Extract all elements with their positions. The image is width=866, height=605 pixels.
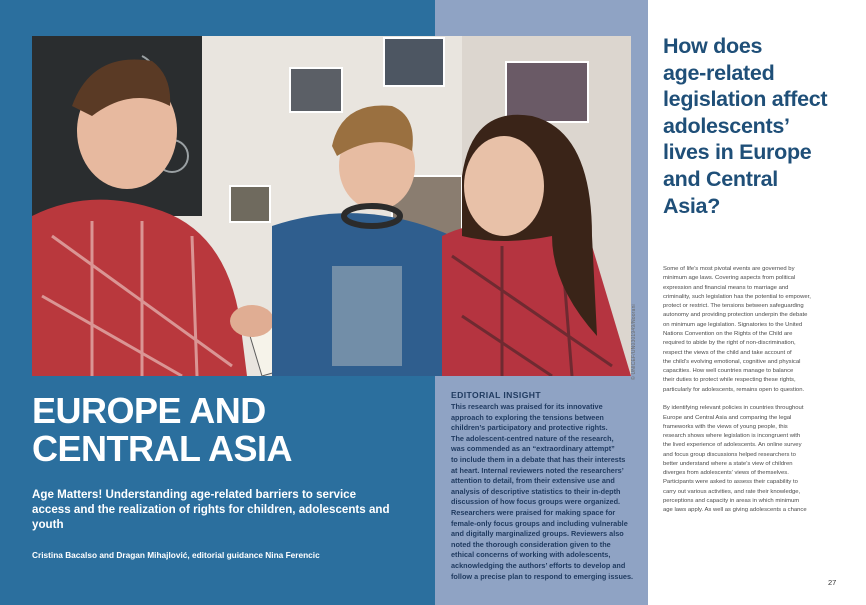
insight-line: and digitally marginalized groups. Reviewers also	[451, 529, 624, 539]
headline-line: adolescents’	[663, 113, 790, 138]
report-authors: Cristina Bacalso and Dragan Mihajlović, editorial guidance Nina Ferencic	[32, 550, 320, 560]
page-number: 27	[828, 578, 837, 587]
headline-line: age-related	[663, 60, 775, 85]
body-line: expression and financial means to marriage and	[663, 284, 789, 291]
article-headline	[663, 33, 858, 219]
region-title-line: CENTRAL ASIA	[32, 428, 293, 469]
body-line	[663, 395, 855, 404]
insight-line: to include them in a debate that has their interests	[451, 454, 626, 464]
body-line: Participants were asked to assess their capability to	[663, 479, 798, 486]
body-line: criminality, such legislation has the potential to empower,	[663, 293, 811, 300]
headline-line: and Central	[663, 166, 778, 191]
body-line: on minimum age legislation. Signatories to the United	[663, 321, 803, 328]
insight-line: acknowledging the authors’ efforts to develop and	[451, 560, 626, 570]
body-line: the child’s evolving emotional, cognitive and physical	[663, 358, 801, 365]
body-line: diverges from adolescents’ views of themselves.	[663, 470, 789, 477]
report-subtitle: Age Matters! Understanding age-related barriers to service access and the realization of rights for children, adolescents and youth	[32, 488, 390, 531]
body-line: Nations Convention on the Rights of the Child are	[663, 330, 793, 337]
insight-line: The adolescent-centred nature of the research,	[451, 433, 614, 443]
insight-line: ethical concerns of working with adolescents,	[451, 550, 611, 560]
insight-line: analysis of descriptive statistics to their in-depth	[451, 486, 621, 496]
insight-line: was commended as an “extraordinary attempt”	[451, 444, 615, 454]
insight-line: This research was praised for its innovative	[451, 402, 603, 411]
body-line: required to abide by the right of non-discrimination,	[663, 340, 796, 347]
body-line: particularly for adolescents, remains open to question.	[663, 386, 805, 393]
body-line: and focus group discussions helped researchers to	[663, 451, 796, 458]
body-line: Some of life’s most pivotal events are governed by	[663, 266, 795, 272]
insight-line: children’s participatory and protective rights.	[451, 423, 608, 433]
body-line: better understand where a state’s view of children	[663, 460, 793, 467]
region-title-line: EUROPE AND	[32, 390, 266, 431]
insight-line: at heart. Internal reviewers noted the researchers’	[451, 465, 624, 475]
body-line: frameworks with the views of young people, this	[663, 423, 788, 430]
insight-line: follow a precise plan to respond to emerging issues.	[451, 571, 634, 581]
article-body	[663, 265, 855, 516]
body-line: By identifying relevant policies in countries throughout	[663, 405, 804, 412]
body-line: research shows where legislation is incongruent with	[663, 433, 801, 440]
photo-illustration	[32, 36, 631, 376]
body-line: autonomy and providing protection underpin the debate	[663, 312, 808, 319]
headline-line: Asia?	[663, 193, 721, 218]
body-line: carry out various activities, and rate their knowledge,	[663, 488, 801, 495]
editorial-insight-heading: EDITORIAL INSIGHT	[451, 390, 542, 400]
photo-credit-text: © UNICEF/UN0301949/Noorani	[631, 304, 637, 380]
region-title	[32, 392, 412, 468]
insight-line: approach to exploring the tensions between	[451, 412, 604, 422]
body-line: perceptions and capacity in areas in which minimum	[663, 498, 800, 505]
insight-line: noted the thorough consideration given to the	[451, 539, 611, 549]
editorial-insight-text	[451, 402, 641, 582]
photo-credit	[631, 210, 643, 380]
insight-line: Researchers were praised for making space for	[451, 507, 616, 517]
body-line: protect or restrict. The tensions between safeguarding	[663, 303, 804, 310]
body-line: the lived experience of adolescents. An online survey	[663, 442, 802, 449]
body-line: minimum age laws. Covering aspects from political	[663, 275, 796, 282]
body-line: respect the views of the child and take account of	[663, 349, 792, 356]
body-line: Europe and Central Asia and comparing the legal	[663, 414, 792, 421]
cover-photo	[32, 36, 631, 376]
headline-line: lives in Europe	[663, 140, 812, 165]
headline-line: How does	[663, 34, 763, 58]
body-line: their duties to protect while respecting these rights,	[663, 377, 796, 384]
insight-line: discussion of how focus groups were organized.	[451, 497, 621, 507]
body-line: capacities. How well countries manage to balance	[663, 368, 794, 375]
headline-line: legislation affect	[663, 87, 828, 112]
body-line: age laws apply. As well as giving adolescents a chance	[663, 507, 807, 514]
insight-line: attention to detail, from their extensive use and	[451, 476, 615, 486]
insight-line: female-only focus groups and including vulnerable	[451, 518, 628, 528]
